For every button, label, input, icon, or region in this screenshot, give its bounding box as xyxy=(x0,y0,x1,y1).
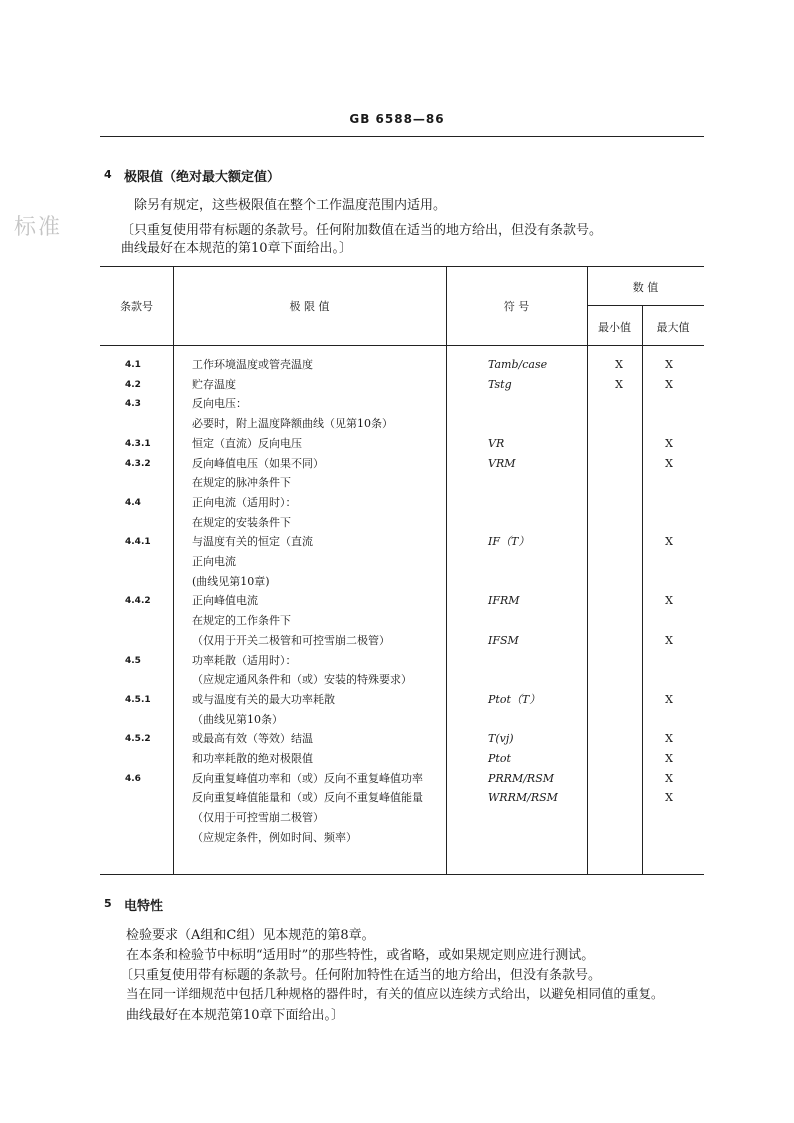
row-clause-number: 4.4 xyxy=(125,497,141,508)
row-max-value: X xyxy=(665,771,673,785)
row-clause-number: 4.2 xyxy=(125,379,141,390)
header-rule xyxy=(100,136,704,137)
row-clause-number: 4.5.2 xyxy=(125,734,151,745)
table-row xyxy=(100,534,704,554)
row-clause-number: 4.1 xyxy=(125,360,141,370)
table-header-rule xyxy=(100,345,704,346)
row-symbol: T(vj) xyxy=(488,732,514,746)
row-limit-text: （应规定通风条件和（或）安装的特殊要求） xyxy=(192,673,412,687)
header-limit-value: 极 限 值 xyxy=(289,300,330,313)
row-limit-text: 和功率耗散的绝对极限值 xyxy=(192,752,313,765)
row-limit-text: 与温度有关的恒定（直流 xyxy=(192,535,313,549)
row-limit-text: 在规定的工作条件下 xyxy=(192,614,291,628)
section-5-paragraph: 当在同一详细规范中包括几种规格的器件时，有关的值应以连续方式给出，以避免相同值的重复。 xyxy=(126,986,664,1001)
table-row xyxy=(100,613,704,633)
table-row xyxy=(100,751,704,771)
row-limit-text: 必要时，附上温度降额曲线（见第10条） xyxy=(192,417,393,431)
header-symbol: 符 号 xyxy=(503,300,530,313)
table-row xyxy=(100,495,704,515)
row-limit-text: 反向重复峰值能量和（或）反向不重复峰值能量 xyxy=(192,791,423,805)
row-limit-text: （仅用于开关二极管和可控雪崩二极管） xyxy=(192,633,390,647)
row-limit-text: 在规定的安装条件下 xyxy=(192,515,291,529)
row-clause-number: 4.3.2 xyxy=(125,458,151,469)
row-symbol: VRM xyxy=(488,456,516,470)
row-clause-number: 4.4.2 xyxy=(125,596,151,607)
row-limit-text: 在规定的脉冲条件下 xyxy=(192,476,291,490)
section-4-paragraph: 曲线最好在本规范的第10章下面给出。〕 xyxy=(121,241,353,256)
table-row xyxy=(100,554,704,574)
section-4-paragraph: 〔只重复使用带有标题的条款号。任何附加数值在适当的地方给出，但没有条款号。 xyxy=(121,223,603,238)
table-row xyxy=(100,593,704,613)
row-limit-text: 反向重复峰值功率和（或）反向不重复峰值功率 xyxy=(192,771,423,785)
table-row xyxy=(100,416,704,436)
table-row xyxy=(100,456,704,476)
row-max-value: X xyxy=(665,456,673,470)
row-symbol: Ptot xyxy=(488,752,511,765)
row-limit-text: （曲线见第10条） xyxy=(192,712,283,726)
document-header-title: GB 6588—86 xyxy=(349,112,445,126)
row-symbol: IFRM xyxy=(488,594,520,608)
row-limit-text: （仅用于可控雪崩二极管） xyxy=(192,811,324,825)
row-clause-number: 4.5.1 xyxy=(125,694,151,705)
row-symbol: WRRM/RSM xyxy=(488,791,558,805)
header-min: 最小值 xyxy=(598,321,631,334)
table-row xyxy=(100,692,704,712)
table-values-subheader-rule xyxy=(587,305,704,306)
table-row xyxy=(100,810,704,830)
table-row xyxy=(100,790,704,810)
row-max-value: X xyxy=(665,752,673,765)
header-clause-number: 条款号 xyxy=(120,300,153,313)
section-4-number: 4 xyxy=(104,168,112,181)
table-row xyxy=(100,653,704,673)
row-limit-text: 或与温度有关的最大功率耗散 xyxy=(192,692,335,706)
header-max: 最大值 xyxy=(656,321,690,334)
row-max-value: X xyxy=(665,535,673,549)
row-clause-number: 4.4.1 xyxy=(125,537,151,548)
table-row xyxy=(100,771,704,791)
table-row xyxy=(100,712,704,732)
row-symbol: IF（T） xyxy=(488,535,530,549)
row-limit-text: 或最高有效（等效）结温 xyxy=(192,732,313,746)
row-limit-text: 反向电压： xyxy=(192,397,247,411)
table-row xyxy=(100,436,704,456)
row-symbol: Tamb/case xyxy=(488,358,548,371)
table-row xyxy=(100,731,704,751)
row-min-value: X xyxy=(615,377,623,391)
row-max-value: X xyxy=(665,633,673,647)
table-row xyxy=(100,574,704,594)
row-max-value: X xyxy=(665,692,673,706)
row-limit-text: (曲线见第10章) xyxy=(192,574,270,588)
section-4-title: 极限值（绝对最大额定值） xyxy=(124,170,281,185)
row-min-value: X xyxy=(615,358,623,371)
row-limit-text: 功率耗散（适用时）： xyxy=(192,653,297,667)
table-bottom-rule xyxy=(100,874,704,875)
section-5-number: 5 xyxy=(104,897,112,910)
table-row xyxy=(100,515,704,535)
row-limit-text: 正向峰值电流 xyxy=(192,594,258,608)
table-row xyxy=(100,475,704,495)
row-limit-text: 恒定（直流）反向电压 xyxy=(192,436,302,450)
table-row xyxy=(100,357,704,377)
row-max-value: X xyxy=(665,436,673,450)
row-limit-text: 贮存温度 xyxy=(192,377,236,391)
row-limit-text: 反向峰值电压（如果不同） xyxy=(192,456,324,470)
row-clause-number: 4.5 xyxy=(125,655,141,666)
watermark: 标准 xyxy=(14,215,63,240)
row-clause-number: 4.3 xyxy=(125,399,141,410)
row-limit-text: （应规定条件，例如时间、频率） xyxy=(192,830,357,844)
row-max-value: X xyxy=(665,594,673,608)
table-row xyxy=(100,830,704,850)
section-5-title: 电特性 xyxy=(124,899,164,914)
row-symbol: PRRM/RSM xyxy=(488,771,555,785)
row-max-value: X xyxy=(665,358,673,371)
row-symbol: IFSM xyxy=(488,633,519,647)
row-limit-text: 正向电流 xyxy=(192,555,236,568)
row-symbol: VR xyxy=(488,436,505,450)
section-5-paragraph: 检验要求（A组和C组）见本规范的第8章。 xyxy=(126,928,375,943)
row-limit-text: 正向电流（适用时）： xyxy=(192,495,297,509)
table-row xyxy=(100,633,704,653)
row-max-value: X xyxy=(665,791,673,805)
row-limit-text: 工作环境温度或管壳温度 xyxy=(192,358,313,371)
section-5-paragraph: 〔只重复使用带有标题的条款号。任何附加特性在适当的地方给出，但没有条款号。 xyxy=(120,968,602,983)
table-row xyxy=(100,396,704,416)
table-row xyxy=(100,377,704,397)
section-4-paragraph: 除另有规定，这些极限值在整个工作温度范围内适用。 xyxy=(134,198,447,213)
table-row xyxy=(100,672,704,692)
row-max-value: X xyxy=(665,732,673,746)
row-clause-number: 4.3.1 xyxy=(125,438,151,449)
row-symbol: Tstg xyxy=(488,377,512,391)
section-5-paragraph: 在本条和检验节中标明“适用时”的那些特性，或省略，或如果规定则应进行测试。 xyxy=(126,948,595,963)
row-max-value: X xyxy=(665,377,673,391)
row-symbol: Ptot（T） xyxy=(488,692,541,706)
table-top-rule xyxy=(100,266,704,267)
row-clause-number: 4.6 xyxy=(125,773,141,784)
section-5-paragraph: 曲线最好在本规范第10章下面给出。〕 xyxy=(126,1008,345,1023)
header-values: 数 值 xyxy=(632,281,659,294)
